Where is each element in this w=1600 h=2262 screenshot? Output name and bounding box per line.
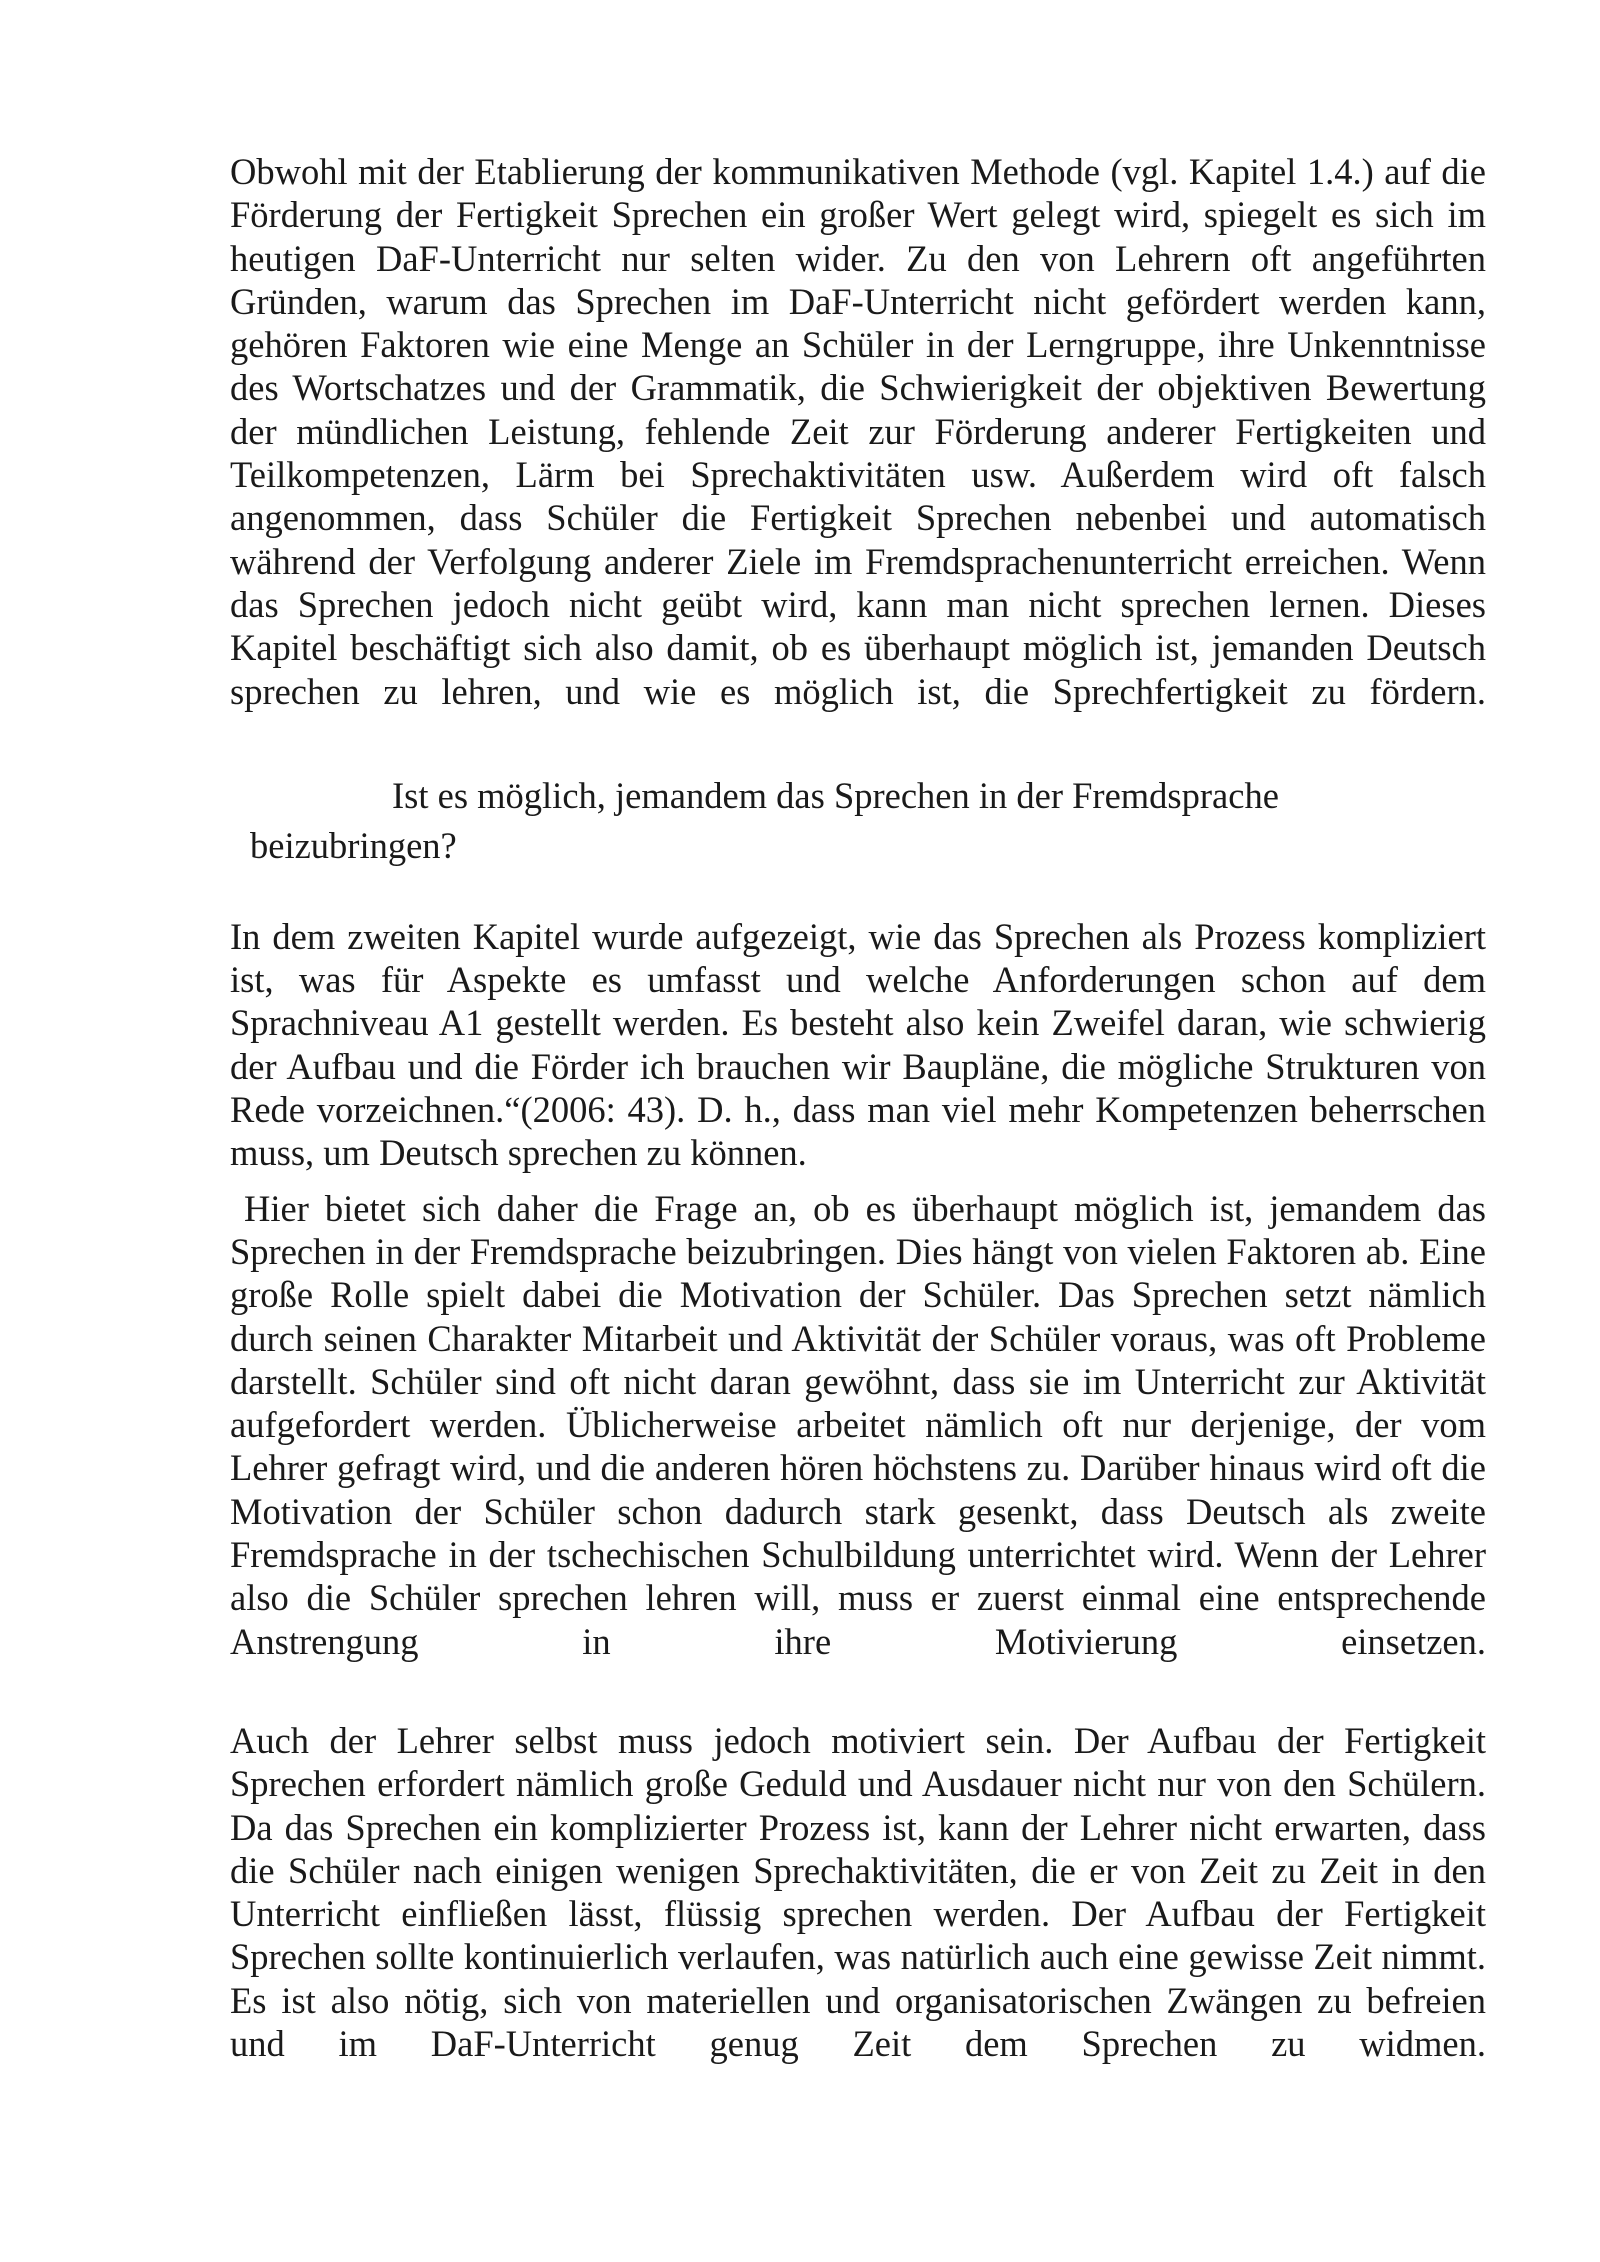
paragraph-second-chapter: In dem zweiten Kapitel wurde aufgezeigt, wie das Sprechen als Prozess kompliziert ist, was für Aspekte es umfasst und welche Anforderungen schon auf dem Sprachniveau A1 gestellt werden. Es besteht also kein Zweifel daran, wie schwierig der Aufbau und die Förder ich brauchen wir Baupläne, die mögliche Strukturen von Rede vorzeichnen.“(2006: 43). D. h., dass man viel mehr Kompetenzen beherrschen muss, um Deutsch sprechen zu können.: [230, 915, 1486, 1174]
paragraph-motivation-students: Hier bietet sich daher die Frage an, ob es überhaupt möglich ist, jemandem das Sprechen in der Fremdsprache beizubringen. Dies hängt von vielen Faktoren ab. Eine große Rolle spielt dabei die Motivation der Schüler. Das Sprechen setzt nämlich durch seinen Charakter Mitarbeit und Aktivität der Schüler voraus, was oft Probleme darstellt. Schüler sind oft nicht daran gewöhnt, dass sie im Unterricht zur Aktivität aufgefordert werden. Üblicherweise arbeitet nämlich oft nur derjenige, der vom Lehrer gefragt wird, und die anderen hören höchstens zu. Darüber hinaus wird oft die Motivation der Schüler schon dadurch stark gesenkt, dass Deutsch als zweite Fremdsprache in der tschechischen Schulbildung unterrichtet wird. Wenn der Lehrer also die Schüler sprechen lehren will, muss er zuerst einmal eine entsprechende Anstrengung in ihre Motivierung einsetzen.: [230, 1187, 1486, 1662]
document-page: [230, 150, 1486, 2065]
section-heading: Ist es möglich, jemandem das Sprechen in der Fremdsprache beizubringen?: [250, 774, 1279, 866]
paragraph-motivation-teacher: Auch der Lehrer selbst muss jedoch motiviert sein. Der Aufbau der Fertigkeit Sprechen erfordert nämlich große Geduld und Ausdauer nicht nur von den Schülern. Da das Sprechen ein komplizierter Prozess ist, kann der Lehrer nicht erwarten, dass die Schüler nach einigen wenigen Sprechaktivitäten, die er von Zeit zu Zeit in den Unterricht einfließen lässt, flüssig sprechen werden. Der Aufbau der Fertigkeit Sprechen sollte kontinuierlich verlaufen, was natürlich auch eine gewisse Zeit nimmt. Es ist also nötig, sich von materiellen und organisatorischen Zwängen zu befreien und im DaF-Unterricht genug Zeit dem Sprechen zu widmen.: [230, 1719, 1486, 2064]
paragraph-intro: Obwohl mit der Etablierung der kommunikativen Methode (vgl. Kapitel 1.4.) auf die Förderung der Fertigkeit Sprechen ein großer Wert gelegt wird, spiegelt es sich im heutigen DaF-Unterricht nur selten wider. Zu den von Lehrern oft angeführten Gründen, warum das Sprechen im DaF-Unterricht nicht gefördert werden kann, gehören Faktoren wie eine Menge an Schüler in der Lerngruppe, ihre Unkenntnisse des Wortschatzes und der Grammatik, die Schwierigkeit der objektiven Bewertung der mündlichen Leistung, fehlende Zeit zur Förderung anderer Fertigkeiten und Teilkompetenzen, Lärm bei Sprechaktivitäten usw. Außerdem wird oft falsch angenommen, dass Schüler die Fertigkeit Sprechen nebenbei und automatisch während der Verfolgung anderer Ziele im Fremdsprachenunterricht erreichen. Wenn das Sprechen jedoch nicht geübt wird, kann man nicht sprechen lernen. Dieses Kapitel beschäftigt sich also damit, ob es überhaupt möglich ist, jemanden Deutsch sprechen zu lehren, und wie es möglich ist, die Sprechfertigkeit zu fördern.: [230, 151, 1486, 712]
